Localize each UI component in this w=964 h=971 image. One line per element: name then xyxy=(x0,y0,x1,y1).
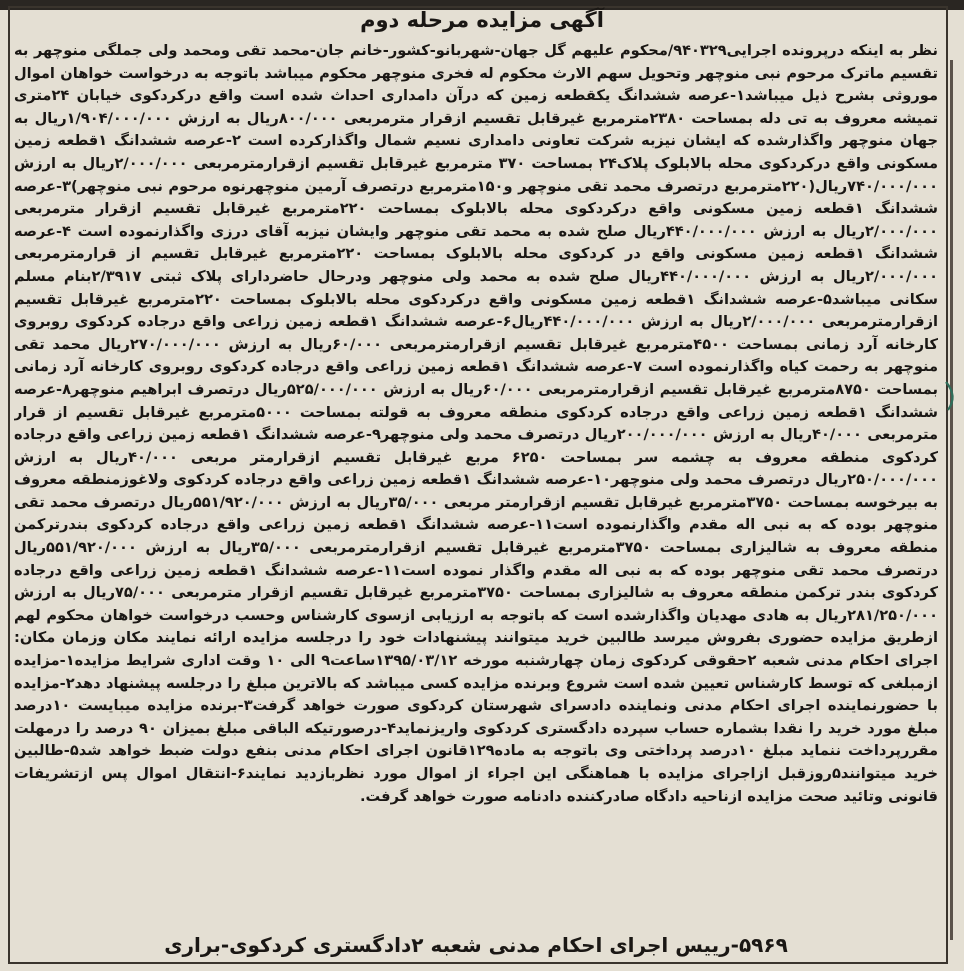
notice-title: آگهی مزایده مرحله دوم xyxy=(360,8,604,32)
notice-signature: ۵۹۶۹-رییس اجرای احکام مدنی شعبه ۲دادگستری کردکوی-براری xyxy=(164,933,788,957)
column-divider xyxy=(950,60,953,940)
notice-body: نظر به اینکه درپرونده اجرایی۹۴۰۳۲۹/محکوم علیهم گل جهان-شهربانو-کشور-خانم جان-محمد تقی ومحمد ولی جملگی منوچهر به تقسیم ماترک مرحوم نبی منوچهر وتحویل سهم الارث محکوم له فخری منوچهر محکوم میباشد باتوجه به درخواست خواهان اموال موروثی بشرح ذیل میباشد۱-عرصه ششدانگ یکقطعه زمین که درآن دامداری احداث شده است واقع درکردکوی خیابان ۲۴متری تمیشه معروف به تی دله بمساحت ۲۳۸۰مترمربع غیرقابل تقسیم ازقرار مترمربعی ۸۰۰/۰۰۰ریال به ارزش ۱/۹۰۴/۰۰۰/۰۰۰ریال به جهان منوچهر واگذارشده که ایشان نیزبه شرکت تعاونی دامداری نسیم شمال واگذارکرده است ۲-عرصه ششدانگ ۱قطعه زمین مسکونی واقع درکردکوی محله بالابلوک پلاک۲۴ بمساحت ۳۷۰ مترمربع غیرقابل تقسیم ازقرارمترمربعی ۲/۰۰۰/۰۰۰ریال به ارزش ۷۴۰/۰۰۰/۰۰۰ریال(۲۲۰مترمربع درتصرف محمد تقی منوچهر و۱۵۰مترمربع درتصرف آرمین منوچهرنوه مرحوم نبی منوچهر)۳-عرصه ششدانگ ۱قطعه زمین مسکونی واقع درکردکوی محله بالابلوک بمساحت ۲۲۰مترمربع غیرقابل تقسیم ازقرار مترمربعی ۲/۰۰۰/۰۰۰ریال به ارزش ۴۴۰/۰۰۰/۰۰۰ریال صلح شده به محمد تقی منوچهر وایشان نیزبه آقای درزی واگذارنموده است ۴-عرصه ششدانگ ۱قطعه زمین مسکونی واقع در کردکوی محله بالابلوک بمساحت ۲۲۰مترمربع غیرقابل تقسیم از قرارمترمربعی ۲/۰۰۰/۰۰۰ریال به ارزش ۴۴۰/۰۰۰/۰۰۰ریال صلح شده به محمد ولی منوچهر ودرحال حاضردارای پلاک ثبتی ۲/۳۹۱۷بنام مسلم سکانی میباشد۵-عرصه ششدانگ ۱قطعه زمین مسکونی واقع درکردکوی محله بالابلوک بمساحت ۲۲۰مترمربع غیرقابل تقسیم ازقرارمترمربعی ۲/۰۰۰/۰۰۰ریال به ارزش ۴۴۰/۰۰۰/۰۰۰ریال۶-عرصه ششدانگ ۱قطعه زمین زراعی واقع درجاده کردکوی روبروی کارخانه آرد زمانی بمساحت ۴۵۰۰مترمربع غیرقابل تقسیم ازقرارمترمربعی ۶۰/۰۰۰ریال به ارزش ۲۷۰/۰۰۰/۰۰۰ریال محمد تقی منوچهر به رحمت کیاه واگذارنموده است ۷-عرصه ششدانگ ۱قطعه زمین زراعی واقع درجاده کردکوی روبروی کارخانه آرد زمانی بمساحت ۸۷۵۰مترمربع غیرقابل تقسیم ازقرارمترمربعی ۶۰/۰۰۰ریال به ارزش ۵۲۵/۰۰۰/۰۰۰ریال درتصرف ابراهیم منوچهر۸-عرصه ششدانگ ۱قطعه زمین زراعی واقع درجاده کردکوی منطقه معروف به قولته بمساحت ۵۰۰۰مترمربع غیرقابل تقسیم از قرار مترمربعی ۴۰/۰۰۰ریال به ارزش ۲۰۰/۰۰۰/۰۰۰ریال درتصرف محمد ولی منوچهر۹-عرصه ششدانگ ۱قطعه زمین زراعی واقع درجاده کردکوی منطقه معروف به چشمه سر بمساحت ۶۲۵۰ مربع غیرقابل تقسیم ازقرارمتر مربعی ۴۰/۰۰۰ریال به ارزش ۲۵۰/۰۰۰/۰۰۰ریال درتصرف محمد ولی منوچهر۱۰-عرصه ششدانگ ۱قطعه زمین زراعی واقع درجاده کردکوی ولاغوزمنطقه معروف به بیرخوسه بمساحت ۳۷۵۰مترمربع غیرقابل تقسیم ازقرارمتر مربعی ۳۵/۰۰۰ریال به ارزش ۵۵۱/۹۲۰/۰۰۰ریال درتصرف محمد تقی منوچهر بوده که به نبی اله مقدم واگذارنموده است۱۱-عرصه ششدانگ ۱قطعه زمین زراعی واقع درجاده کردکوی بندرترکمن منطقه معروف به شالیزاری بمساحت ۳۷۵۰مترمربع غیرقابل تقسیم ازقرارمترمربعی ۳۵/۰۰۰ریال به ارزش ۵۵۱/۹۲۰/۰۰۰ریال درتصرف محمد تقی منوچهر بوده که به نبی اله مقدم واگذار نموده است۱۱-عرصه ششدانگ ۱قطعه زمین زراعی واقع درجاده کردکوی بندر ترکمن منطقه معروف به شالیزاری بمساحت ۳۷۵۰مترمربع غیرقابل تقسیم ازقرار مترمربعی ۷۵/۰۰۰ریال به ارزش ۲۸۱/۲۵۰/۰۰۰ریال به هادی مهدیان واگذارشده است که باتوجه به ارزیابی ازسوی کارشناس وحسب درخواست خواهان محکوم لهم ازطریق مزایده حضوری بفروش میرسد طالبین خرید میتوانند پیشنهادات خود را درجلسه مزایده ارائه نمایند مکان وزمان مکان: اجرای احکام مدنی شعبه ۲حقوقی کردکوی زمان چهارشنبه مورخه ۱۳۹۵/۰۳/۱۲ساعت۹ الی ۱۰ وقت اداری شرایط مزایده۱-مزایده ازمبلغی که توسط کارشناس تعیین شده است شروع وبرنده مزایده کسی میباشد که بالاترین مبلغ را درجلسه پیشنهاد دهد۲-مزایده با حضورنماینده اجرای احکام مدنی ونماینده دادسرای شهرستان کردکوی صورت خواهد گرفت۳-برنده مزایده میبایست ۱۰درصد مبلغ مورد خرید را نقدا بشماره حساب سپرده دادگستری کردکوی واریزنماید۴-درصورتیکه الباقی مبلغ بمیزان ۹۰ درصد را درمهلت مقررپرداخت ننماید مبلغ ۱۰درصد پرداختی وی باتوجه به ماده۱۲۹قانون اجرای احکام مدنی بنفع دولت ضبط خواهد شد۵-طالبین خرید میتوانند۵روزقبل ازاجرای مزایده با هماهنگی این اجراء از اموال مورد نظربازدید نمایند۶-انتقال اموال پس ازتشریفات قانونی وتائید صحت مزایده ازناحیه دادگاه صادرکننده دادنامه صورت خواهد گرفت. xyxy=(14,42,938,805)
margin-mark-icon xyxy=(944,378,964,414)
